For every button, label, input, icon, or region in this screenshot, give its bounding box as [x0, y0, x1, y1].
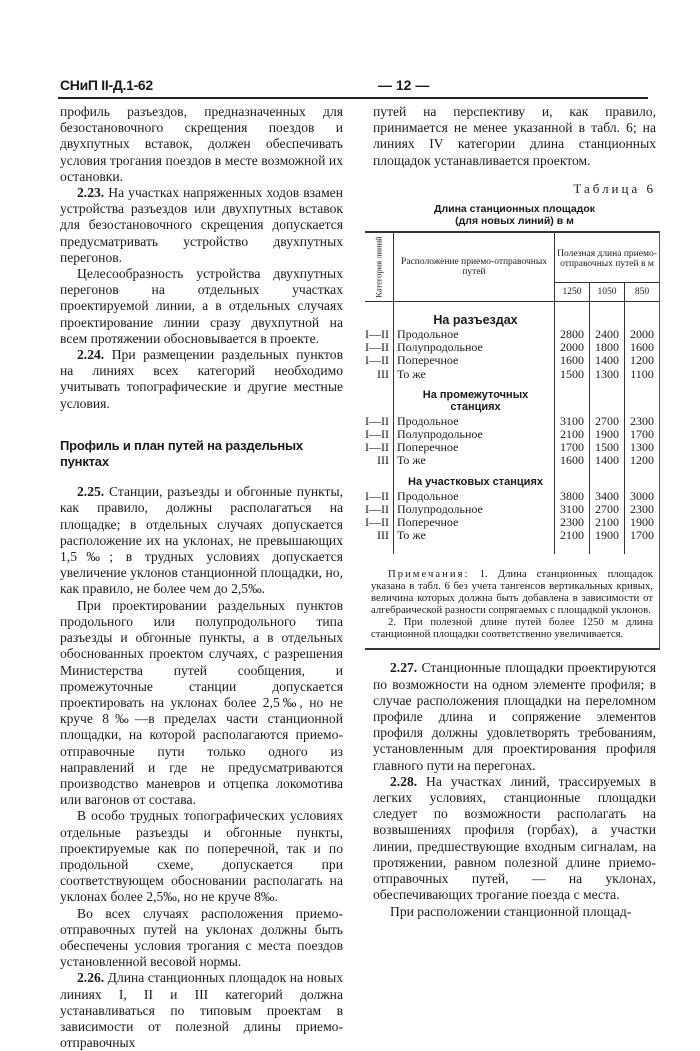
cell-value: 1200 — [630, 353, 654, 368]
header-length-1050: 1050 — [590, 283, 625, 302]
paragraph: Во всех случаях расположения приемо-отправочных путей на уклонах должны быть обеспечены условия трогания с места поездов установленной весовой нормы. — [60, 905, 343, 970]
cell-location: Продольное — [394, 328, 555, 341]
group-header-row — [365, 381, 659, 415]
clause-number: 2.28. — [390, 773, 418, 789]
note-2: 2. При полезной длине путей более 1250 м длина станционной площадки соответственно увеличивается. — [371, 616, 653, 641]
cell-value: 2300 — [555, 516, 590, 529]
cell-value: 2300 — [630, 501, 654, 516]
cell-location: Продольное — [394, 415, 555, 428]
table-row — [365, 529, 659, 554]
cell-location: Поперечное — [394, 354, 555, 367]
cell-value: 1100 — [630, 366, 654, 381]
cell-value: 1500 — [555, 368, 590, 381]
clause-text: При размещении раздельных пунктов на линиях всех категорий необходимо учитывать топографические и другие местные условия. — [60, 347, 343, 411]
cell-location: Полупродольное — [394, 503, 555, 516]
cell-location: То же — [394, 368, 555, 381]
paragraph-2-23 — [60, 185, 343, 266]
group-header-row — [365, 302, 659, 329]
cell-value: 2300 — [630, 413, 654, 428]
cell-value: 1400 — [590, 354, 625, 367]
cell-value: 2700 — [590, 503, 625, 516]
cell-category: I—II — [365, 428, 394, 441]
cell-value: 2000 — [630, 327, 654, 342]
cell-value: 2100 — [590, 516, 625, 529]
table-label: Таблица 6 — [573, 180, 656, 196]
cell-value: 1600 — [555, 354, 590, 367]
header-length-1250: 1250 — [555, 283, 590, 302]
cell-value: 1300 — [630, 440, 654, 455]
cell-location: То же — [394, 454, 555, 467]
cell-location: Продольное — [394, 490, 555, 503]
page-number: — 12 — — [378, 77, 430, 93]
cell-value: 2400 — [590, 328, 625, 341]
group-header-row — [365, 468, 659, 490]
paragraph: При проектировании раздельных пунктов продольного или полупродольного типа разъезды и обгонные пункты, а в отдельных обоснованных проектом случаях, с разрешения Министерства путей сообщения, и промежуточные станции допускается проектировать на уклонах более 2,5‰, но не круче 8‰—в пределах части станционной площадки, на которой располагаются приемо-отправочные пути только одного из направлений и где не предусматриваются производство маневров и отцепка локомотива или вагонов от состава. — [60, 597, 343, 808]
station-length-table — [365, 233, 659, 554]
clause-number: 2.27. — [390, 660, 418, 676]
document-code: СНиП II-Д.1-62 — [60, 77, 153, 93]
cell-category: I—II — [365, 328, 394, 341]
header-category — [365, 233, 394, 302]
cell-value: 2800 — [555, 328, 590, 341]
paragraph: путей на перспективу и, как правило, принимается не менее указанной в табл. 6; на линиях IV категории длина станционных площадок устанавливается проектом. — [373, 104, 656, 168]
paragraph-2-25 — [60, 484, 343, 597]
page-header — [58, 75, 648, 99]
cell-value: 3000 — [630, 488, 654, 503]
table-row — [365, 454, 659, 467]
clause-number: 2.24. — [77, 347, 105, 363]
cell-value: 3100 — [555, 415, 590, 428]
group-title: На промежуточных станциях — [394, 381, 555, 415]
cell-category: I—II — [365, 415, 394, 428]
cell-value: 1500 — [590, 441, 625, 454]
cell-value: 1700 — [630, 528, 654, 543]
cell-value: 3400 — [590, 490, 625, 503]
cell-value: 1600 — [630, 340, 654, 355]
cell-value: 1700 — [630, 427, 654, 442]
notes-label: Примечания: — [388, 568, 470, 581]
group-title: На разъездах — [394, 302, 555, 329]
paragraph-2-28 — [373, 774, 656, 904]
cell-value: 1900 — [630, 515, 654, 530]
cell-category: I—II — [365, 503, 394, 516]
clause-number: 2.26. — [77, 970, 105, 986]
cell-value: 2100 — [555, 529, 590, 554]
table-row — [365, 490, 659, 503]
header-length-850: 850 — [625, 283, 660, 302]
header-useful-length: Полезная длина приемо-отправочных путей в м — [555, 233, 660, 283]
header-category-label: Категория линий — [373, 236, 384, 298]
group-title: На участковых станциях — [394, 468, 555, 490]
cell-value: 1200 — [630, 453, 654, 468]
cell-value: 2000 — [555, 341, 590, 354]
section-title: Профиль и план путей на раздельных пунктах — [60, 437, 303, 470]
cell-location: Полупродольное — [394, 428, 555, 441]
cell-category: I—II — [365, 516, 394, 529]
paragraph-2-27 — [373, 660, 656, 773]
paragraph-2-26 — [60, 970, 343, 1051]
clause-text: На участках напряженных ходов взамен устройства разъездов или двухпутных вставок для безостановочного скрещения допускается предусматривать устройство двухпутных перегонов. — [60, 185, 343, 265]
table-row — [365, 354, 659, 367]
cell-location: То же — [394, 529, 555, 554]
left-column — [60, 104, 343, 1051]
header-location: Расположение приемо-отправочных путей — [394, 233, 555, 302]
clause-text: Станционные площадки проектируются по возможности на одном элементе профиля; в случае расположения площадки на переломном профиле длина и сопряжение элементов профиля должны удовлетворять требованиям, установленным для проектирования профиля главного пути на перегонах. — [373, 660, 656, 773]
table-row — [365, 368, 659, 381]
table-title-line-2: (для новых линий) в м — [455, 215, 574, 228]
cell-category: III — [365, 368, 394, 381]
cell-value: 1300 — [590, 368, 625, 381]
clause-text: Длина станционных площадок на новых линиях I, II и III категорий должна устанавливаться по типовым проектам в зависимости от полезной длины приемо-отправочных — [60, 970, 343, 1051]
cell-value: 1900 — [590, 428, 625, 441]
note-1 — [371, 568, 653, 616]
cell-value: 3800 — [555, 490, 590, 503]
clause-text: Станции, разъезды и обгонные пункты, как правило, должны располагаться на площадке; в отдельных случаях допускается расположение их на уклонах, не превышающих 1,5‰; в трудных условиях допускается увеличение уклонов станционной площадки, но, как правило, не более чем до 2,5‰. — [60, 484, 343, 597]
table-notes — [365, 554, 659, 648]
cell-category: I—II — [365, 490, 394, 503]
cell-value: 1700 — [555, 441, 590, 454]
clause-text: На участках линий, трассируемых в легких условиях, станционные площадки следует по возможности располагать на возвышениях профиля (горбах), а участки линии, предшествующие входным сигналам, на протяжении, равном полезной длине приемо-отправочных путей, — на уклонах, обеспечивающих трогание поезда с места. — [373, 773, 656, 903]
right-column — [365, 104, 657, 920]
cell-category: III — [365, 529, 394, 554]
cell-category: I—II — [365, 441, 394, 454]
clause-number: 2.25. — [77, 484, 105, 500]
paragraph-2-24 — [60, 347, 343, 412]
clause-number: 2.23. — [77, 185, 105, 201]
cell-value: 3100 — [555, 503, 590, 516]
cell-category: I—II — [365, 354, 394, 367]
cell-location: Полупродольное — [394, 341, 555, 354]
paragraph: Целесообразность устройства двухпутных перегонов на отдельных участках проектируемой линии, а в отдельных случаях проектирование линии сразу двухпутной на всем протяжении обосновывается в проекте. — [60, 266, 343, 346]
cell-category: III — [365, 454, 394, 467]
paragraph: профиль разъездов, предназначенных для безостановочного скрещения поездов и двухпутных вставок, должен обеспечивать условия трогания поездов в месте возможной их остановки. — [60, 104, 343, 184]
cell-value: 2100 — [555, 428, 590, 441]
paragraph: При расположении станционной площад- — [390, 903, 632, 919]
note-1-text: 1. Длина станционных площадок указана в табл. 6 без учета тангенсов вертикальных кривых, величина которых должна быть добавлена в зависимости от алгебраической разности сопрягаемых с площадкой уклонов. — [371, 568, 653, 617]
paragraph: В особо трудных топографических условиях отдельные разъезды и обгонные пункты, проектируемые как по поперечной, так и по продольной схеме, допускается при соответствующем обосновании располагать на уклонах более 2,5‰, но не круче 8‰. — [60, 808, 343, 905]
cell-location: Поперечное — [394, 441, 555, 454]
table-title — [373, 203, 656, 227]
table-6 — [365, 231, 660, 650]
cell-location: Поперечное — [394, 516, 555, 529]
cell-value: 1600 — [555, 454, 590, 467]
cell-value: 1800 — [590, 341, 625, 354]
cell-value: 1900 — [590, 529, 625, 554]
cell-category: I—II — [365, 341, 394, 354]
cell-value: 2700 — [590, 415, 625, 428]
table-title-line-1: Длина станционных площадок — [433, 203, 596, 216]
cell-value: 1400 — [590, 454, 625, 467]
